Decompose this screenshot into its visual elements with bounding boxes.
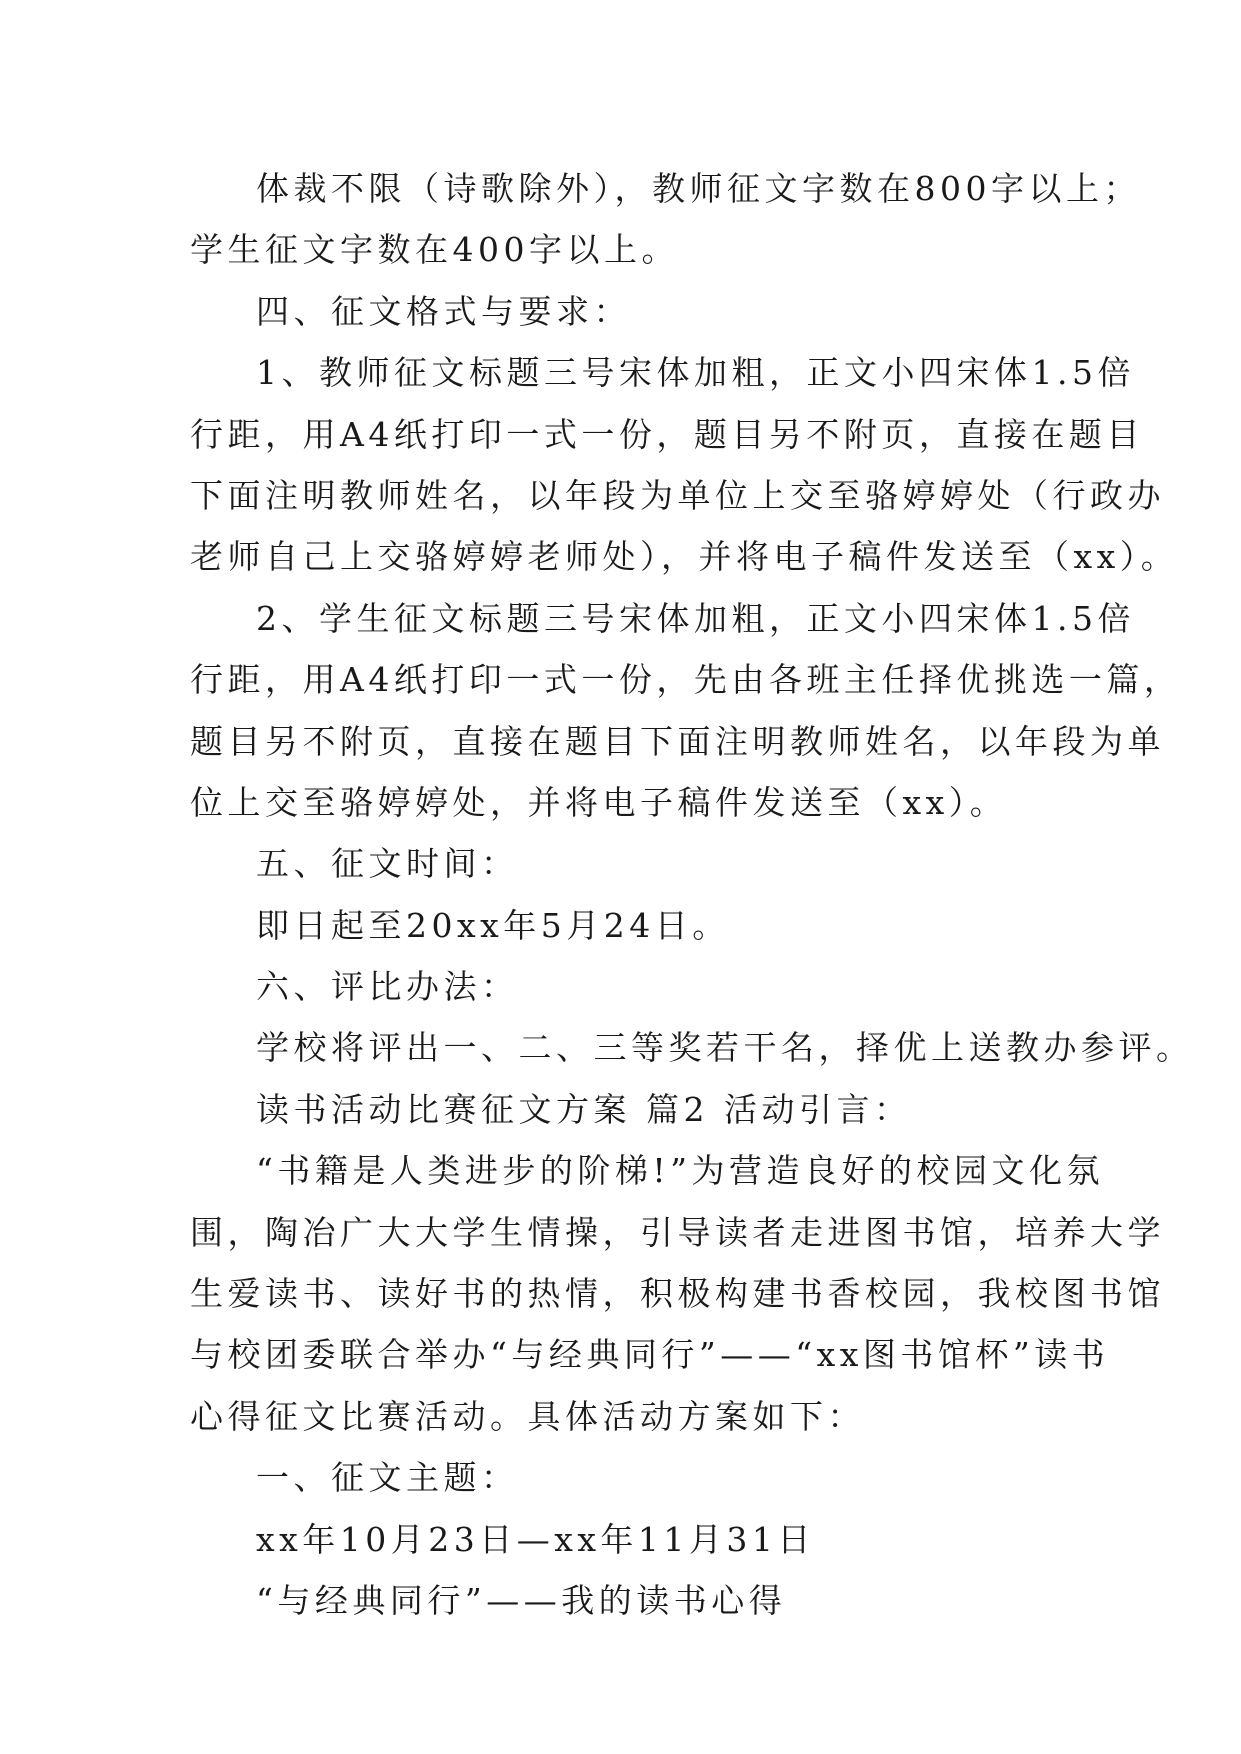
text-line: 心得征文比赛活动。具体活动方案如下： <box>190 1396 865 1436</box>
text-line: 题目另不附页，直接在题目下面注明教师姓名，以年段为单 <box>190 721 1165 761</box>
text-line: 位上交至骆婷婷处，并将电子稿件发送至（xx）。 <box>190 782 1008 822</box>
text-line: “与经典同行”——我的读书心得 <box>256 1580 787 1620</box>
text-line: 体裁不限（诗歌除外），教师征文字数在800字以上； <box>256 169 1141 208</box>
section-heading: 一、征文主题： <box>256 1458 519 1498</box>
text-line: 1、教师征文标题三号宋体加粗，正文小四宋体1.5倍 <box>256 353 1135 393</box>
text-line: 生爱读书、读好书的热情，积极构建书香校园，我校图书馆 <box>190 1274 1165 1314</box>
text-line: 老师自己上交骆婷婷老师处），并将电子稿件发送至（xx）。 <box>190 537 1179 577</box>
text-line: xx年10月23日—xx年11月31日 <box>256 1519 815 1559</box>
document-body <box>190 158 1194 1631</box>
text-line: 学生征文字数在400字以上。 <box>190 230 679 270</box>
section-heading: 四、征文格式与要求： <box>256 291 631 331</box>
text-line: 行距，用A4纸打印一式一份，题目另不附页，直接在题目 <box>190 414 1144 454</box>
section-heading: 六、评比办法： <box>256 967 519 1007</box>
text-line: 即日起至20xx年5月24日。 <box>256 905 730 945</box>
text-line: 学校将评出一、二、三等奖若干名，择优上送教办参评。 <box>256 1028 1194 1068</box>
text-line: 围，陶冶广大大学生情操，引导读者走进图书馆，培养大学 <box>190 1212 1165 1252</box>
text-line: “书籍是人类进步的阶梯!”为营造良好的校园文化氛 <box>256 1151 1105 1191</box>
text-line: 下面注明教师姓名，以年段为单位上交至骆婷婷处（行政办 <box>190 475 1165 515</box>
text-line: 2、学生征文标题三号宋体加粗，正文小四宋体1.5倍 <box>256 598 1135 638</box>
text-line: 与校团委联合举办“与经典同行”——“xx图书馆杯”读书 <box>190 1335 1110 1375</box>
text-line: 行距，用A4纸打印一式一份，先由各班主任择优挑选一篇， <box>190 660 1182 700</box>
section-heading: 读书活动比赛征文方案 篇2 活动引言： <box>256 1089 912 1129</box>
section-heading: 五、征文时间： <box>256 844 519 884</box>
